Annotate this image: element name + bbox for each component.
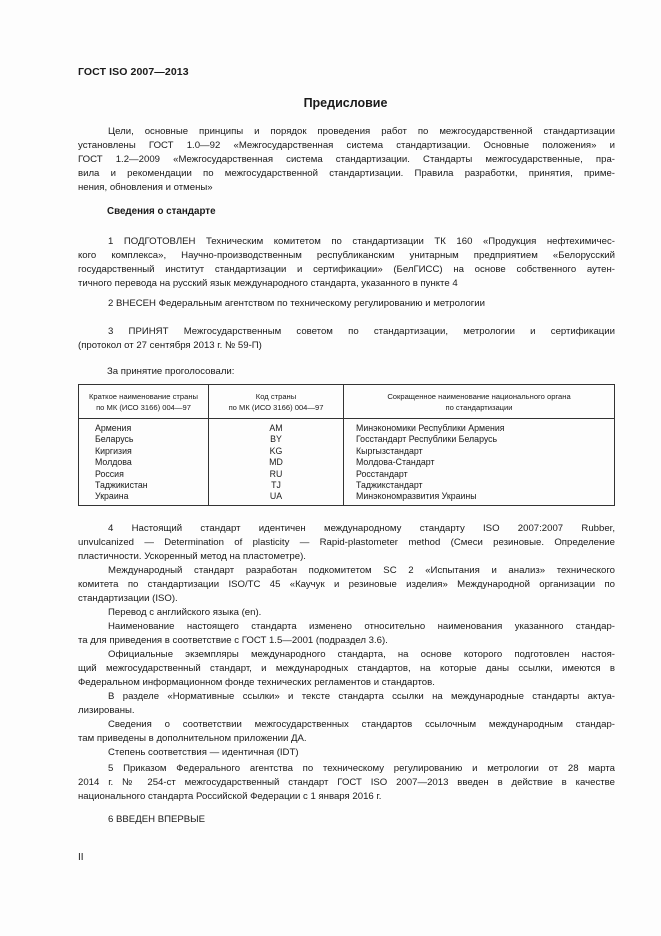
body-cell: Росстандарт	[344, 469, 615, 480]
table-row	[79, 457, 615, 468]
table-row	[79, 469, 615, 480]
country-cell: Беларусь	[79, 434, 209, 445]
code-cell: KG	[209, 446, 344, 457]
text-line: 2 ВНЕСЕН Федеральным агентством по техническому регулированию и метрологии	[108, 298, 486, 309]
text-line: комитета по стандартизации ISO/TC 45 «Каучук и резиновые изделия» Международной организации по	[78, 579, 615, 590]
table-row	[79, 434, 615, 445]
page-title: Предисловие	[303, 96, 388, 110]
text-line: 4 Настоящий стандарт идентичен международному стандарту ISO 2007:2007 Rubber,	[108, 523, 615, 534]
item-2-paragraph	[78, 297, 615, 311]
text-line: Наименование настоящего стандарта изменено относительно наименования указанного стандар-	[108, 621, 615, 632]
body-cell: Минэкономики Республики Армения	[344, 419, 615, 435]
text-line: там приведены в дополнительном приложении ДА.	[78, 733, 307, 744]
country-cell: Россия	[79, 469, 209, 480]
text-line: 1 ПОДГОТОВЛЕН Техническим комитетом по стандартизации ТК 160 «Продукция нефтехимичес-	[108, 236, 615, 247]
table-row	[79, 446, 615, 457]
text-line: Степень соответствия — идентичная (IDT)	[108, 747, 299, 758]
text-line: В разделе «Нормативные ссылки» и тексте стандарта ссылки на международные стандарты актуа-	[108, 691, 615, 702]
body-cell: Молдова-Стандарт	[344, 457, 615, 468]
country-cell: Киргизия	[79, 446, 209, 457]
text-line: Сведения о соответствии межгосударственных стандартов ссылочным международным стандар-	[108, 719, 615, 730]
table-row	[79, 480, 615, 491]
text-line: пластичности. Ускоренный метод на пластометре).	[78, 551, 306, 562]
table-row	[79, 491, 615, 505]
body-cell: Таджикстандарт	[344, 480, 615, 491]
text-line: Международный стандарт разработан подкомитетом SC 2 «Испытания и анализ» технического	[108, 565, 615, 576]
country-cell: Армения	[79, 419, 209, 435]
page-number: II	[78, 852, 84, 863]
code-cell: MD	[209, 457, 344, 468]
text-line: 3 ПРИНЯТ Межгосударственным советом по стандартизации, метрологии и сертификации	[108, 326, 615, 337]
code-cell: RU	[209, 469, 344, 480]
item-6-paragraph	[78, 813, 615, 827]
country-cell: Украина	[79, 491, 209, 505]
code-cell: AM	[209, 419, 344, 435]
section-heading: Сведения о стандарте	[107, 206, 216, 217]
text-line: 5 Приказом Федерального агентства по техническому регулированию и метрологии от 28 марта	[108, 763, 615, 774]
text-line: стандартизации (ISO).	[78, 593, 178, 604]
column-header-code: Код страны по МК (ИСО 3166) 004—97	[209, 385, 344, 419]
text-line: ГОСТ 1.2—2009 «Межгосударственная система стандартизации. Стандарты межгосударственные, пра-	[78, 154, 615, 165]
text-line: Перевод с английского языка (en).	[108, 607, 262, 618]
body-cell: Кыргызстандарт	[344, 446, 615, 457]
text-line: нения, обновления и отмены»	[78, 182, 213, 193]
code-cell: TJ	[209, 480, 344, 491]
text-line: государственный институт стандартизации и сертификации» (БелГИСС) на основе собственного аутен-	[78, 264, 615, 275]
text-line: (протокол от 27 сентября 2013 г. № 59-П)	[78, 340, 262, 351]
column-header-body: Сокращенное наименование национального органа по стандартизации	[344, 385, 615, 419]
text-line: лизированы.	[78, 705, 135, 716]
table-header-row	[79, 385, 615, 419]
text-line: установлены ГОСТ 1.0—92 «Межгосударственная система стандартизации. Основные положения» и	[78, 140, 615, 151]
text-line: Официальные экземпляры международного стандарта, на основе которого подготовлен настоя-	[108, 649, 615, 660]
column-header-country: Краткое наименование страны по МК (ИСО 3166) 004—97	[79, 385, 209, 419]
text-line: unvulcanized — Determination of plasticity — Rapid-plastometer method (Смеси резиновые. Определение	[78, 537, 615, 548]
text-line: вила и рекомендации по межгосударственной стандартизации. Правила разработки, принятия, приме-	[78, 168, 615, 179]
country-cell: Таджикистан	[79, 480, 209, 491]
item-1-paragraph	[78, 235, 615, 291]
standard-id-header: ГОСТ ISO 2007—2013	[78, 66, 189, 78]
text-line: Федеральном информационном фонде технических регламентов и стандартов.	[78, 677, 435, 688]
code-cell: UA	[209, 491, 344, 505]
text-line: национального стандарта Российской Федерации с 1 января 2016 г.	[78, 791, 382, 802]
body-cell: Госстандарт Республики Беларусь	[344, 434, 615, 445]
text-line: 6 ВВЕДЕН ВПЕРВЫЕ	[108, 814, 206, 825]
code-cell: BY	[209, 434, 344, 445]
voting-label: За принятие проголосовали:	[107, 366, 235, 377]
item-4-paragraph	[78, 522, 615, 760]
text-line: 2014 г. № 254-ст межгосударственный стандарт ГОСТ ISO 2007—2013 введен в действие в качестве	[78, 777, 615, 788]
text-line: та для приведения в соответствие с ГОСТ 1.5—2001 (подраздел 3.6).	[78, 635, 388, 646]
text-line: тичного перевода на русский язык международного стандарта, указанного в пункте 4	[78, 278, 458, 289]
voting-countries-table	[78, 384, 615, 506]
text-line: Цели, основные принципы и порядок проведения работ по межгосударственной стандартизации	[108, 126, 615, 137]
intro-paragraph	[78, 125, 615, 195]
item-5-paragraph	[78, 762, 615, 804]
country-cell: Молдова	[79, 457, 209, 468]
text-line: щий межгосударственный стандарт, и международных стандартов, на которые даны ссылки, имеются в	[78, 663, 615, 674]
item-3-paragraph	[78, 325, 615, 353]
table-row	[79, 419, 615, 435]
body-cell: Минэкономразвития Украины	[344, 491, 615, 505]
text-line: кого комплекса», Научно-производственным республиканским унитарным предприятием «Белорусский	[78, 250, 615, 261]
